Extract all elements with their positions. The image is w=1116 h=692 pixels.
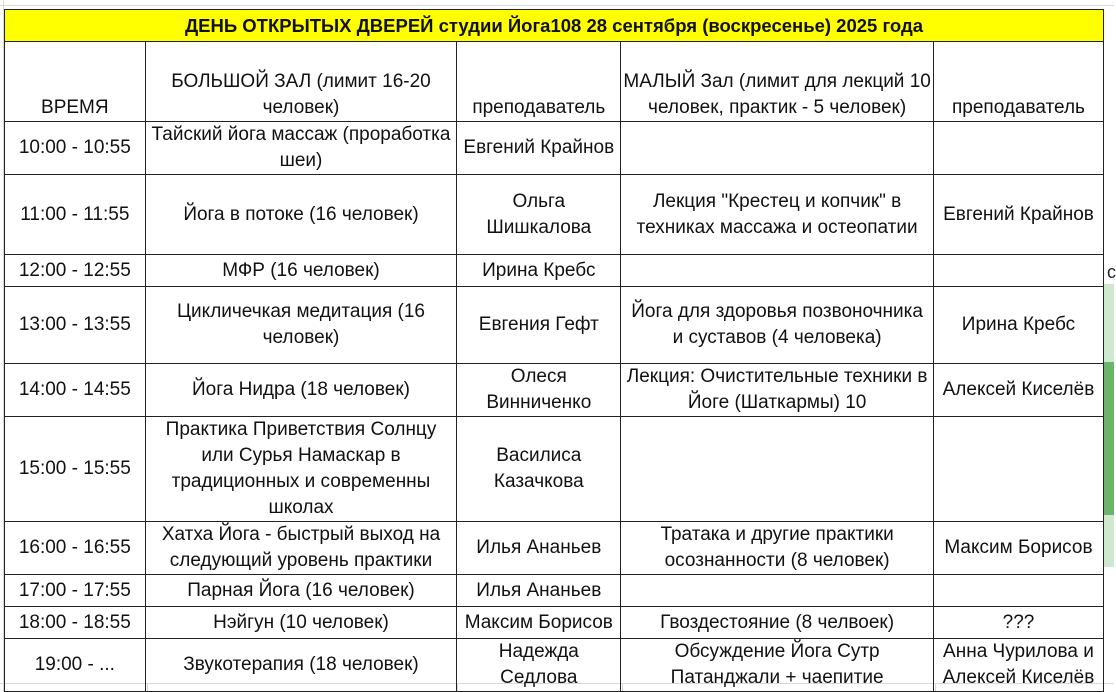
small-hall-cell[interactable]: Йога для здоровья позвоночника и суставов (4 человека) bbox=[621, 287, 934, 364]
teacher-2-cell[interactable]: Алексей Киселёв bbox=[933, 364, 1103, 417]
header-big-hall[interactable]: БОЛЬШОЙ ЗАЛ (лимит 16-20 человек) bbox=[145, 42, 457, 122]
adjacent-cell-letter: с bbox=[1107, 262, 1116, 282]
small-hall-cell[interactable]: Гвоздестояние (8 челвоек) bbox=[621, 607, 934, 639]
time-cell[interactable]: 11:00 - 11:55 bbox=[5, 175, 146, 255]
table-row bbox=[5, 575, 1104, 607]
teacher-2-cell[interactable] bbox=[933, 122, 1103, 175]
small-hall-cell[interactable]: Тратака и другие практики осознанности (8 человек) bbox=[621, 522, 934, 575]
teacher-2-cell[interactable] bbox=[933, 417, 1103, 522]
small-hall-cell[interactable] bbox=[621, 122, 934, 175]
teacher-2-cell[interactable] bbox=[933, 255, 1103, 287]
big-hall-cell[interactable]: Тайский йога массаж (проработка шеи) bbox=[145, 122, 457, 175]
table-row bbox=[5, 522, 1104, 575]
time-cell[interactable]: 15:00 - 15:55 bbox=[5, 417, 146, 522]
time-cell[interactable]: 16:00 - 16:55 bbox=[5, 522, 146, 575]
small-hall-cell[interactable]: Лекция: Очистительные техники в Йоге (Шаткармы) 10 bbox=[621, 364, 934, 417]
big-hall-cell[interactable]: Хатха Йога - быстрый выход на следующий уровень практики bbox=[145, 522, 457, 575]
header-small-hall[interactable]: МАЛЫЙ Зал (лимит для лекций 10 человек, практик - 5 человек) bbox=[621, 42, 934, 122]
time-cell[interactable]: 18:00 - 18:55 bbox=[5, 607, 146, 639]
schedule-table bbox=[4, 9, 1104, 692]
adjacent-column-fill-dark bbox=[1104, 362, 1114, 515]
table-row bbox=[5, 287, 1104, 364]
small-hall-cell[interactable] bbox=[621, 575, 934, 607]
time-cell[interactable]: 14:00 - 14:55 bbox=[5, 364, 146, 417]
teacher-1-cell[interactable]: Олеся Винниченко bbox=[457, 364, 621, 417]
teacher-1-cell[interactable]: Евгения Гефт bbox=[457, 287, 621, 364]
time-cell[interactable]: 19:00 - ... bbox=[5, 639, 146, 692]
big-hall-cell[interactable]: Цикличечкая медитация (16 человек) bbox=[145, 287, 457, 364]
table-row bbox=[5, 639, 1104, 692]
teacher-2-cell[interactable]: Ирина Кребс bbox=[933, 287, 1103, 364]
time-cell[interactable]: 17:00 - 17:55 bbox=[5, 575, 146, 607]
teacher-2-cell[interactable]: ??? bbox=[933, 607, 1103, 639]
teacher-2-cell[interactable]: Максим Борисов bbox=[933, 522, 1103, 575]
big-hall-cell[interactable]: Йога в потоке (16 человек) bbox=[145, 175, 457, 255]
teacher-1-cell[interactable]: Илья Ананьев bbox=[457, 575, 621, 607]
adjacent-column-fill bbox=[1104, 284, 1114, 362]
time-cell[interactable]: 13:00 - 13:55 bbox=[5, 287, 146, 364]
teacher-2-cell[interactable]: Анна Чурилова и Алексей Киселёв bbox=[933, 639, 1103, 692]
small-hall-cell[interactable]: Лекция "Крестец и копчик" в техниках массажа и остеопатии bbox=[621, 175, 934, 255]
adjacent-column-fill-2 bbox=[1104, 515, 1114, 567]
teacher-2-cell[interactable]: Евгений Крайнов bbox=[933, 175, 1103, 255]
teacher-1-cell[interactable]: Ирина Кребс bbox=[457, 255, 621, 287]
teacher-1-cell[interactable]: Евгений Крайнов bbox=[457, 122, 621, 175]
small-hall-cell[interactable]: Обсуждение Йога Сутр Патанджали + чаепитие bbox=[621, 639, 934, 692]
header-teacher-1[interactable]: преподаватель bbox=[457, 42, 621, 122]
teacher-1-cell[interactable]: Максим Борисов bbox=[457, 607, 621, 639]
header-row bbox=[5, 42, 1104, 122]
teacher-1-cell[interactable]: Василиса Казачкова bbox=[457, 417, 621, 522]
big-hall-cell[interactable]: Парная Йога (16 человек) bbox=[145, 575, 457, 607]
table-row bbox=[5, 607, 1104, 639]
table-row bbox=[5, 364, 1104, 417]
small-hall-cell[interactable] bbox=[621, 417, 934, 522]
table-row bbox=[5, 417, 1104, 522]
big-hall-cell[interactable]: Нэйгун (10 человек) bbox=[145, 607, 457, 639]
small-hall-cell[interactable] bbox=[621, 255, 934, 287]
table-row bbox=[5, 122, 1104, 175]
time-cell[interactable]: 10:00 - 10:55 bbox=[5, 122, 146, 175]
big-hall-cell[interactable]: Звукотерапия (18 человек) bbox=[145, 639, 457, 692]
time-cell[interactable]: 12:00 - 12:55 bbox=[5, 255, 146, 287]
title-row bbox=[5, 10, 1104, 42]
teacher-1-cell[interactable]: Надежда Седлова bbox=[457, 639, 621, 692]
teacher-2-cell[interactable] bbox=[933, 575, 1103, 607]
page-title[interactable]: ДЕНЬ ОТКРЫТЫХ ДВЕРЕЙ студии Йога108 28 сентября (воскресенье) 2025 года bbox=[5, 10, 1104, 42]
table-row bbox=[5, 175, 1104, 255]
table-row bbox=[5, 255, 1104, 287]
big-hall-cell[interactable]: Йога Нидра (18 человек) bbox=[145, 364, 457, 417]
teacher-1-cell[interactable]: Илья Ананьев bbox=[457, 522, 621, 575]
big-hall-cell[interactable]: Практика Приветствия Солнцу или Сурья Намаскар в традиционных и современны школах bbox=[145, 417, 457, 522]
big-hall-cell[interactable]: МФР (16 человек) bbox=[145, 255, 457, 287]
header-teacher-2[interactable]: преподаватель bbox=[933, 42, 1103, 122]
header-time[interactable]: ВРЕМЯ bbox=[5, 42, 146, 122]
teacher-1-cell[interactable]: Ольга Шишкалова bbox=[457, 175, 621, 255]
